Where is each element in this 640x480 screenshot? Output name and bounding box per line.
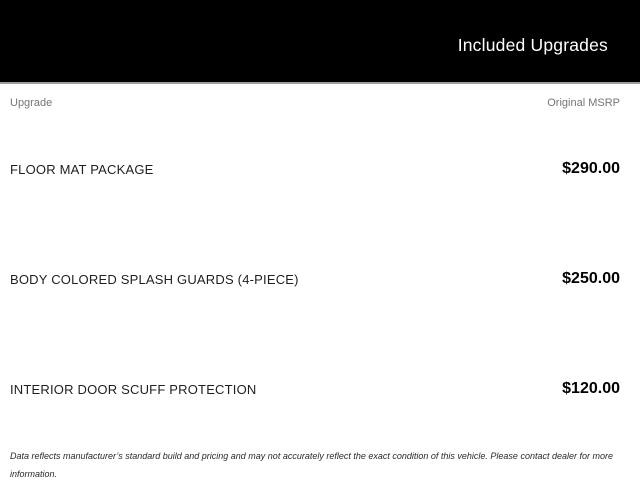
upgrade-name: INTERIOR DOOR SCUFF PROTECTION bbox=[10, 381, 257, 397]
table-column-header-row bbox=[10, 84, 620, 114]
upgrades-table bbox=[0, 84, 640, 444]
table-row bbox=[10, 334, 620, 444]
column-header-upgrade: Upgrade bbox=[10, 97, 53, 109]
upgrade-price: $250.00 bbox=[562, 270, 620, 287]
included-upgrades-header bbox=[0, 0, 640, 84]
upgrade-name: FLOOR MAT PACKAGE bbox=[10, 161, 154, 177]
disclaimer-text: Data reflects manufacturer’s standard build and pricing and may not accurately reflect the exact condition of this vehicle. Please contact dealer for more information. bbox=[10, 451, 613, 479]
column-header-original-msrp: Original MSRP bbox=[547, 97, 620, 109]
page-title: Included Upgrades bbox=[457, 34, 608, 55]
upgrade-price: $120.00 bbox=[562, 380, 620, 397]
table-row bbox=[10, 114, 620, 224]
upgrade-price: $290.00 bbox=[562, 160, 620, 177]
table-row bbox=[10, 224, 620, 334]
footer bbox=[0, 444, 640, 480]
upgrade-name: BODY COLORED SPLASH GUARDS (4-PIECE) bbox=[10, 271, 299, 287]
